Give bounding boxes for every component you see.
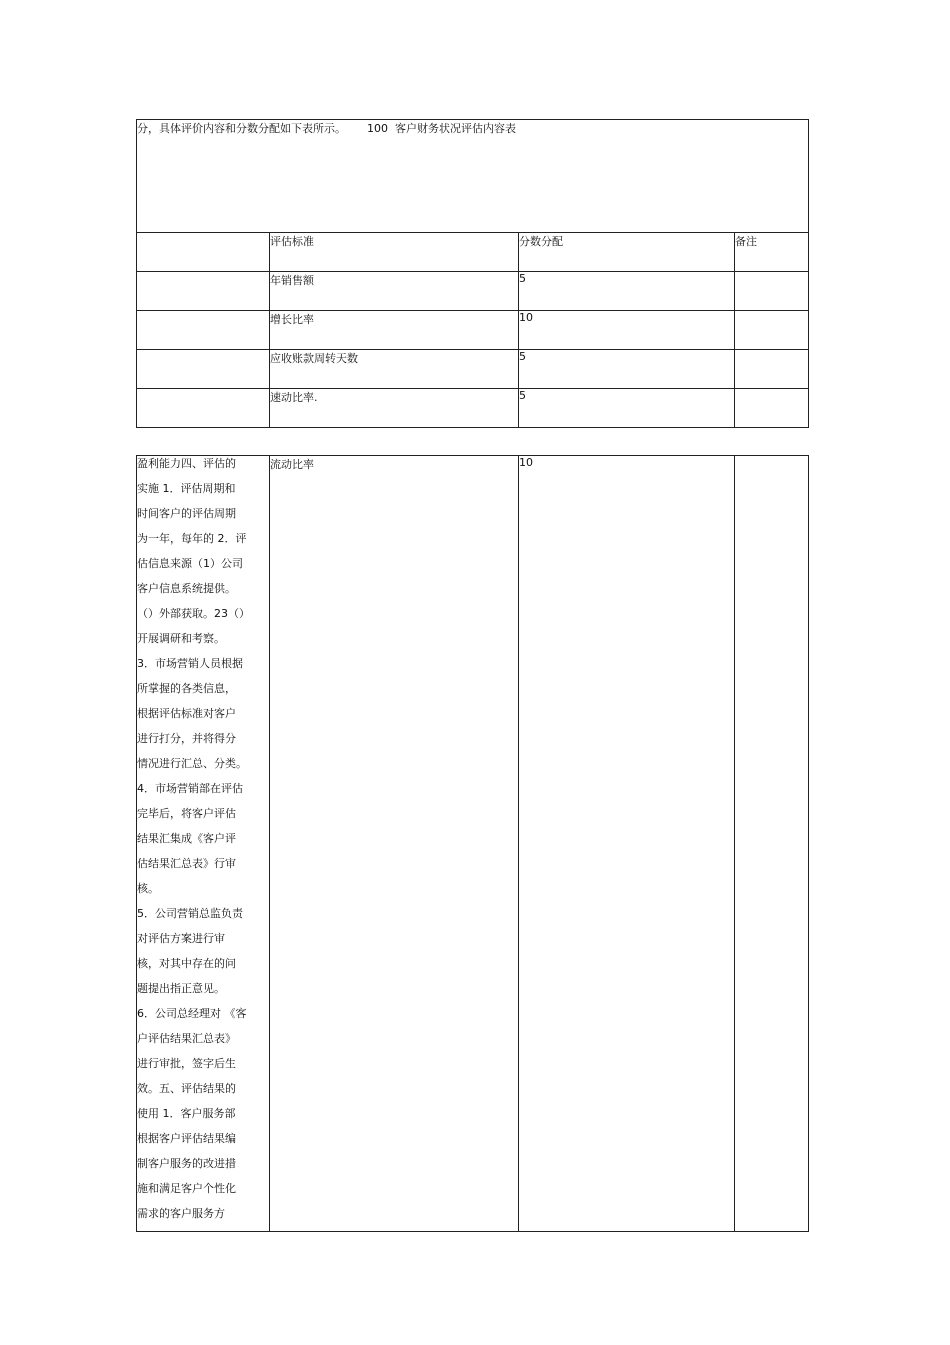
row-blank-cell <box>137 272 270 311</box>
procedure-line: 4．市场营销部在评估 <box>137 782 243 795</box>
row-note <box>735 272 809 311</box>
procedure-line: 核，对其中存在的问 <box>137 957 236 970</box>
procedure-line: 根据客户评估结果编 <box>137 1132 236 1145</box>
row-criteria: 速动比率. <box>270 389 519 428</box>
financial-assessment-table <box>136 119 809 428</box>
row-note <box>735 389 809 428</box>
procedure-line: 估信息来源（1）公司 <box>137 557 243 570</box>
procedure-line: 时间客户的评估周期 <box>137 507 236 520</box>
procedure-text-cell <box>137 456 270 1232</box>
procedure-line: 实施 1．评估周期和 <box>137 482 236 495</box>
procedure-line: 效。五、评估结果的 <box>137 1082 236 1095</box>
procedure-line: 进行打分，并将得分 <box>137 732 236 745</box>
procedure-line: 进行审批，签字后生 <box>137 1057 236 1070</box>
procedure-line: 对评估方案进行审 <box>137 932 225 945</box>
row-blank-cell <box>137 389 270 428</box>
procedure-line: 需求的客户服务方 <box>137 1207 225 1220</box>
row-note <box>735 311 809 350</box>
procedure-line: 施和满足客户个性化 <box>137 1182 236 1195</box>
row-score: 5 <box>519 350 735 389</box>
procedure-line: 3．市场营销人员根据 <box>137 657 243 670</box>
header-row <box>137 233 809 272</box>
procedure-line: 题提出指正意见。 <box>137 982 225 995</box>
table-row <box>137 311 809 350</box>
row-blank-cell <box>137 311 270 350</box>
procedure-line: 结果汇集成《客户评 <box>137 832 236 845</box>
row-note <box>735 350 809 389</box>
header-criteria: 评估标准 <box>270 233 519 272</box>
row-note <box>735 456 809 1232</box>
procedure-line: 核。 <box>137 882 159 895</box>
table-row <box>137 272 809 311</box>
row-criteria: 增长比率 <box>270 311 519 350</box>
procedure-line: 开展调研和考察。 <box>137 632 225 645</box>
procedure-line: 6．公司总经理对 《客 <box>137 1007 247 1020</box>
procedure-line: 根据评估标准对客户 <box>137 707 236 720</box>
procedure-line: 制客户服务的改进措 <box>137 1157 236 1170</box>
assessment-procedure-table <box>136 455 809 1232</box>
row-score: 5 <box>519 389 735 428</box>
row-score: 10 <box>519 311 735 350</box>
row-score: 10 <box>519 456 735 1232</box>
row-criteria: 应收账款周转天数 <box>270 350 519 389</box>
procedure-line: 使用 1．客户服务部 <box>137 1107 236 1120</box>
row-blank-cell <box>137 350 270 389</box>
procedure-line: 盈利能力四、评估的 <box>137 457 236 470</box>
intro-row <box>137 120 809 233</box>
row-criteria: 流动比率 <box>270 456 519 1232</box>
procedure-line: 客户信息系统提供。 <box>137 582 236 595</box>
row-criteria: 年销售额 <box>270 272 519 311</box>
procedure-line: 完毕后，将客户评估 <box>137 807 236 820</box>
procedure-line: （）外部获取。23（） <box>137 607 250 620</box>
procedure-line: 为一年，每年的 2．评 <box>137 532 247 545</box>
procedure-line: 估结果汇总表》行审 <box>137 857 236 870</box>
header-note: 备注 <box>735 233 809 272</box>
table-row <box>137 389 809 428</box>
table-row <box>137 350 809 389</box>
header-score: 分数分配 <box>519 233 735 272</box>
procedure-line: 所掌握的各类信息， <box>137 682 236 695</box>
row-score: 5 <box>519 272 735 311</box>
procedure-line: 情况进行汇总、分类。 <box>137 757 247 770</box>
procedure-line: 5．公司营销总监负责 <box>137 907 243 920</box>
intro-text: 分，具体评价内容和分数分配如下表所示。 100 客户财务状况评估内容表 <box>137 120 809 233</box>
procedure-line: 户评估结果汇总表》 <box>137 1032 236 1045</box>
header-blank-cell <box>137 233 270 272</box>
table-row <box>137 456 809 1232</box>
